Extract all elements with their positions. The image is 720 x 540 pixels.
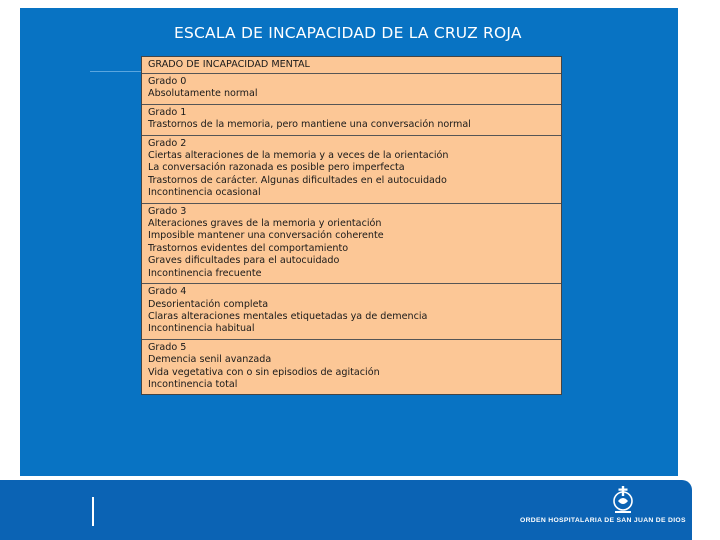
cross-emblem-icon (609, 485, 637, 515)
row-line: Vida vegetativa con o sin episodios de agitación (148, 366, 380, 378)
row-line: Claras alteraciones mentales etiquetadas ya de demencia (148, 310, 428, 322)
row-line: Incontinencia habitual (148, 323, 255, 335)
row-line: Grado 3 (148, 205, 187, 217)
row-line: Desorientación completa (148, 298, 269, 310)
row-line: Alteraciones graves de la memoria y orientación (148, 218, 382, 230)
row-line: Imposible mantener una conversación coherente (148, 230, 384, 242)
row-line: Trastornos de carácter. Algunas dificultades en el autocuidado (148, 174, 447, 186)
row-line: La conversación razonada es posible pero imperfecta (148, 162, 405, 174)
table-header: GRADO DE INCAPACIDAD MENTAL (148, 59, 310, 70)
row-line: Incontinencia frecuente (148, 267, 262, 279)
row-line: Trastornos de la memoria, pero mantiene una conversación normal (148, 119, 471, 131)
table-row-grade-4 (142, 283, 561, 339)
table-row-grade-3 (142, 203, 561, 283)
title-underline (90, 71, 142, 72)
organization-name: ORDEN HOSPITALARIA DE SAN JUAN DE DIOS (520, 517, 686, 524)
row-line: Incontinencia ocasional (148, 187, 261, 199)
table-row-grade-0 (142, 73, 561, 104)
row-line: Trastornos evidentes del comportamiento (148, 242, 349, 254)
table-row-grade-5 (142, 339, 561, 395)
row-line: Incontinencia total (148, 378, 238, 390)
row-line: Grado 2 (148, 137, 187, 149)
table-row-grade-1 (142, 104, 561, 135)
row-line: Demencia senil avanzada (148, 354, 272, 366)
row-line: Grado 5 (148, 341, 187, 353)
row-line: Grado 0 (148, 76, 187, 87)
footer-vertical-divider (92, 497, 94, 526)
slide-title: ESCALA DE INCAPACIDAD DE LA CRUZ ROJA (174, 24, 522, 42)
row-line: Absolutamente normal (148, 88, 258, 100)
footer-bar (0, 480, 692, 540)
row-line: Grado 1 (148, 106, 187, 118)
row-line: Graves dificultades para el autocuidado (148, 255, 340, 267)
disability-scale-table (141, 56, 562, 395)
row-line: Grado 4 (148, 286, 187, 298)
row-line: Ciertas alteraciones de la memoria y a veces de la orientación (148, 150, 449, 162)
table-row-grade-2 (142, 135, 561, 203)
